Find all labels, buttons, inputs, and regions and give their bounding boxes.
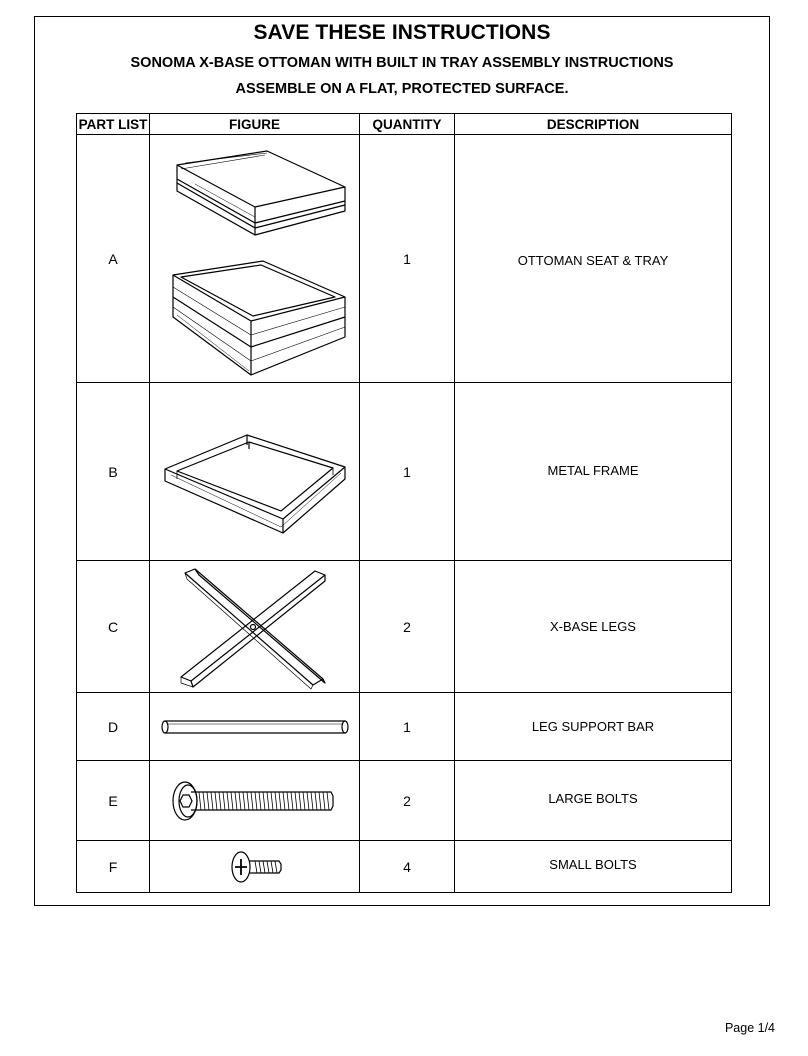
- figure-cell: [150, 135, 360, 383]
- header-quantity: QUANTITY: [360, 114, 455, 135]
- parts-table: [76, 113, 732, 893]
- part-description: X-BASE LEGS: [455, 561, 732, 693]
- figure-cell: [150, 841, 360, 893]
- x-base-legs-icon: [155, 563, 355, 691]
- instructions-frame: [34, 16, 770, 906]
- part-quantity: 1: [360, 693, 455, 761]
- table-header-row: [77, 114, 732, 135]
- leg-support-bar-icon: [155, 715, 355, 739]
- part-quantity: 2: [360, 561, 455, 693]
- part-description: OTTOMAN SEAT & TRAY: [455, 135, 732, 383]
- part-quantity: 4: [360, 841, 455, 893]
- large-bolt-icon: [155, 776, 355, 826]
- small-bolt-icon: [155, 847, 355, 887]
- part-letter: E: [77, 761, 150, 841]
- ottoman-seat-and-tray-icon: [155, 139, 355, 379]
- part-description: SMALL BOLTS: [455, 841, 732, 893]
- figure-cell: [150, 761, 360, 841]
- figure-cell: [150, 693, 360, 761]
- part-quantity: 2: [360, 761, 455, 841]
- part-letter: F: [77, 841, 150, 893]
- part-letter: A: [77, 135, 150, 383]
- part-description: LARGE BOLTS: [455, 761, 732, 841]
- part-quantity: 1: [360, 383, 455, 561]
- metal-frame-icon: [155, 387, 355, 557]
- part-letter: C: [77, 561, 150, 693]
- figure-cell: [150, 383, 360, 561]
- assembly-note: ASSEMBLE ON A FLAT, PROTECTED SURFACE.: [235, 81, 569, 97]
- table-row: [77, 383, 732, 561]
- part-letter: B: [77, 383, 150, 561]
- table-row: [77, 561, 732, 693]
- table-row: [77, 693, 732, 761]
- table-row: [77, 841, 732, 893]
- header-part-list: PART LIST: [77, 114, 150, 135]
- table-row: [77, 135, 732, 383]
- part-quantity: 1: [360, 135, 455, 383]
- page-number: Page 1/4: [724, 1021, 775, 1035]
- header-description: DESCRIPTION: [455, 114, 732, 135]
- part-letter: D: [77, 693, 150, 761]
- document-subtitle: SONOMA X-BASE OTTOMAN WITH BUILT IN TRAY ASSEMBLY INSTRUCTIONS: [130, 55, 674, 71]
- table-row: [77, 761, 732, 841]
- page-title: SAVE THESE INSTRUCTIONS: [253, 21, 551, 44]
- header-figure: FIGURE: [150, 114, 360, 135]
- part-description: LEG SUPPORT BAR: [455, 693, 732, 761]
- figure-cell: [150, 561, 360, 693]
- part-description: METAL FRAME: [455, 383, 732, 561]
